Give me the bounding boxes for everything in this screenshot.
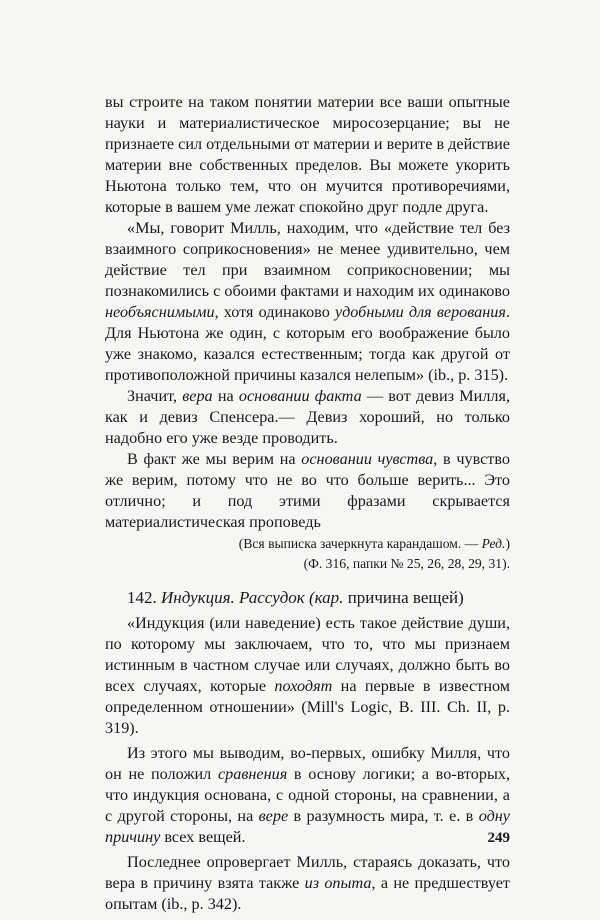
text: в основу логики; а во-вторых, что индукция основана, с одной стороны, на сравнении, а с другой стороны, на: [105, 765, 510, 825]
text: на первые в известном определенном отношении» (Mill's Logic, B. III. Ch. II, p. 319).: [105, 677, 511, 737]
paragraph-3: [105, 386, 510, 449]
quote-text: , хотя одинаково: [214, 303, 335, 321]
text: , в чувство же верим, потому что не во что больше верить... Это отлично; и под этими фразами скрывается материалистическая проповедь: [105, 450, 510, 531]
emphasis: основании факта: [238, 387, 362, 405]
archive-reference: (Ф. 316, папки № 25, 26, 28, 29, 31).: [303, 556, 510, 571]
section-title-rest: причина вещей): [343, 588, 464, 607]
paragraph-1: вы строите на таком понятии материи все ваши опытные науки и материалистическое миросозерцание; вы не признаете сил отдельными от материи и верите в действие материи вне собственных пределов. Вы можете укорить Ньютона только тем, что он мучится противоречиями, которые в вашем уме лежат спокойно друг подле друга.: [105, 93, 510, 216]
emphasis: сравнения: [217, 765, 288, 783]
emphasis: основании чувства: [301, 450, 434, 468]
paragraph-7: [105, 852, 510, 915]
text: — вот девиз Милля, как и девиз Спенсера.— Девиз хороший, но только надобно его уже везде проводить.: [105, 387, 510, 447]
quote-text: «Мы, говорит Милль, находим, что «действие тел без взаимного соприкосновения» не менее удивительно, чем действие тел при взаимном соприкосновении; мы познакомились с обоими фактами и находим их одинаково: [105, 219, 510, 300]
note-text: ): [505, 536, 510, 551]
editor-abbrev: Ред.: [481, 536, 506, 551]
emphasis: вера: [182, 387, 213, 405]
text: Из этого мы выводим, во-первых, ошибку Милля, что он не положил: [105, 744, 510, 783]
paragraph-6: [105, 743, 510, 848]
paragraph-4: [105, 449, 510, 533]
text: , а не предшествует опытам (ib., p. 342).: [105, 874, 510, 913]
emphasis: одну причину: [105, 807, 510, 846]
text: в разумность мира, т. е. в: [288, 807, 479, 825]
emphasis: вере: [258, 807, 289, 825]
section-heading: [127, 587, 510, 609]
editor-note: [105, 535, 510, 553]
text: В факт же мы верим на: [127, 450, 302, 468]
text: на: [212, 387, 239, 405]
text: Значит,: [127, 387, 183, 405]
section-title: Индукция. Рассудок (кар.: [161, 588, 344, 607]
emphasis: из опыта: [304, 874, 372, 892]
paragraph-5: [105, 613, 510, 739]
text: всех вещей.: [160, 828, 246, 846]
emphasis: удобными для верования: [334, 303, 506, 321]
section-number: 142.: [127, 588, 157, 607]
emphasis: походят: [274, 677, 333, 695]
note-text: (Вся выписка зачеркнута карандашом. —: [238, 536, 482, 551]
text: «Индукция (или наведение) есть такое действие души, по которому мы заключаем, что то, что мы признаем истинным в частном случае или случаях, должно быть во всех случаях, которые: [105, 614, 510, 695]
text: Последнее опровергает Милль, стараясь доказать, что вера в причину взята также: [105, 853, 510, 892]
paragraph-2: [105, 218, 510, 386]
quote-text: . Для Ньютона же один, с которым его воображение было уже знакомо, казался естественным; тогда как другой от противоположной причины казался нелепым» (ib., p. 315).: [105, 303, 510, 384]
page-number: 249: [487, 830, 510, 846]
emphasis: необъяснимыми: [105, 303, 215, 321]
